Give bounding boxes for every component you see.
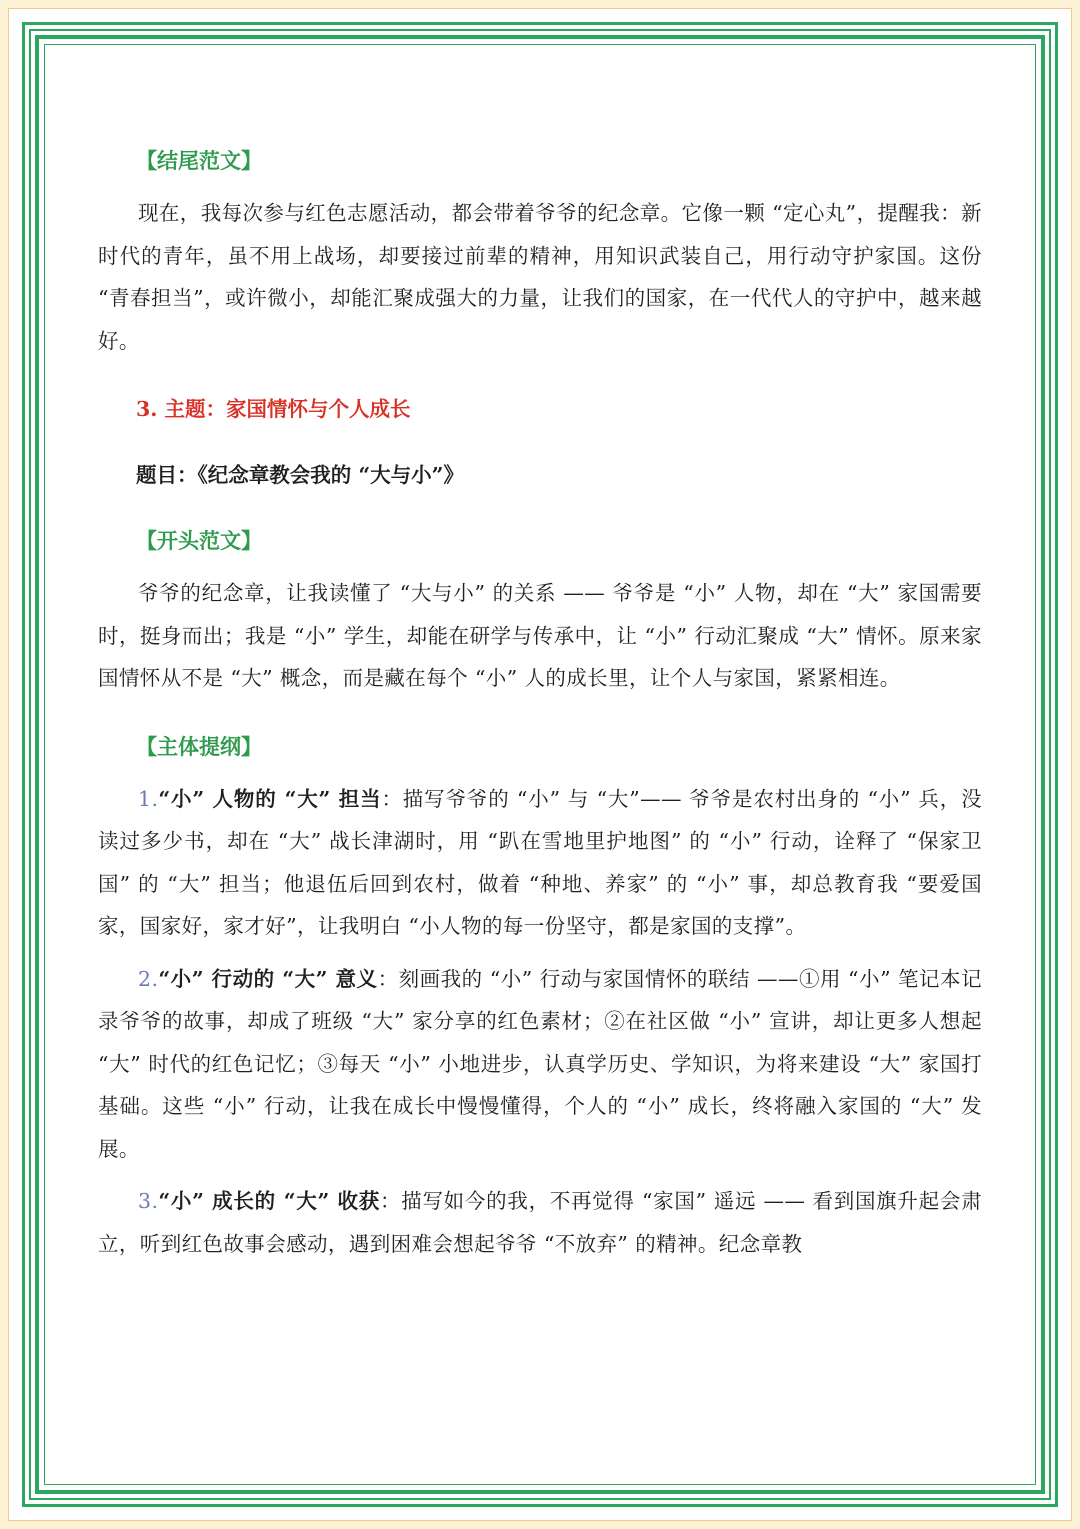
outline-item-title: “小” 成长的 “大” 收获 xyxy=(158,1189,380,1213)
outline-item-body: ：描写爷爷的 “小” 与 “大”—— 爷爷是农村出身的 “小” 兵，没读过多少书，却在 “大” 战长津湖时，用 “趴在雪地里护地图” 的 “小” 行动，诠释了 “保家卫国” 的 “大” 担当；他退伍后回到农村，做着 “种地、养家” 的 “小” 事，却总教育我 “要爱国家，国家好，家才好”，让我明白 “小人物的每一份坚守，都是家国的支撑”。 xyxy=(98,786,982,938)
opening-section-heading: 【开头范文】 xyxy=(136,528,262,553)
outline-item-title: “小” 行动的 “大” 意义 xyxy=(158,966,378,991)
outline-item-number: 3. xyxy=(138,1189,159,1213)
document-body xyxy=(98,140,982,1265)
essay-title: 题目：《纪念章教会我的 “大与小”》 xyxy=(136,463,464,487)
opening-paragraph: 爷爷的纪念章，让我读懂了 “大与小” 的关系 —— 爷爷是 “小” 人物，却在 “大” 家国需要时，挺身而出；我是 “小” 学生，却能在研学与传承中，让 “小” 行动汇聚成 “大” 情怀。原来家国情怀从不是 “大” 概念，而是藏在每个 “小” 人的成长里，让个人与家国，紧紧相连。 xyxy=(98,581,982,690)
outline-item-body: ：刻画我的 “小” 行动与家国情怀的联结 ——①用 “小” 笔记本记录爷爷的故事，却成了班级 “大” 家分享的红色素材；②在社区做 “小” 宣讲，却让更多人想起 “大” 时代的红色记忆；③每天 “小” 小地进步，认真学历史、学知识，为将来建设 “大” 家国打基础。这些 “小” 行动，让我在成长中慢慢懂得，个人的 “小” 成长，终将融入家国的 “大” 发展。 xyxy=(98,966,982,1161)
outline-item-body: ：描写如今的我，不再觉得 “家国” 遥远 —— 看到国旗升起会肃立，听到红色故事会感动，遇到困难会想起爷爷 “不放弃” 的精神。纪念章教 xyxy=(98,1189,982,1256)
outline-item-2 xyxy=(98,958,982,1171)
outline-item-1 xyxy=(98,778,982,948)
ending-section-heading: 【结尾范文】 xyxy=(136,148,262,173)
outline-item-title: “小” 人物的 “大” 担当 xyxy=(158,786,382,811)
outline-section-heading: 【主体提纲】 xyxy=(136,733,262,759)
outline-item-number: 2. xyxy=(138,966,159,991)
outline-item-number: 1. xyxy=(138,786,159,811)
outline-item-3 xyxy=(98,1180,982,1265)
ending-paragraph: 现在，我每次参与红色志愿活动，都会带着爷爷的纪念章。它像一颗 “定心丸”，提醒我：新时代的青年，虽不用上战场，却要接过前辈的精神，用知识武装自己，用行动守护家国。这份 “青春担当”，或许微小，却能汇聚成强大的力量，让我们的国家，在一代代人的守护中，越来越好。 xyxy=(98,201,982,353)
topic-heading: 3. 主题：家国情怀与个人成长 xyxy=(136,397,411,421)
